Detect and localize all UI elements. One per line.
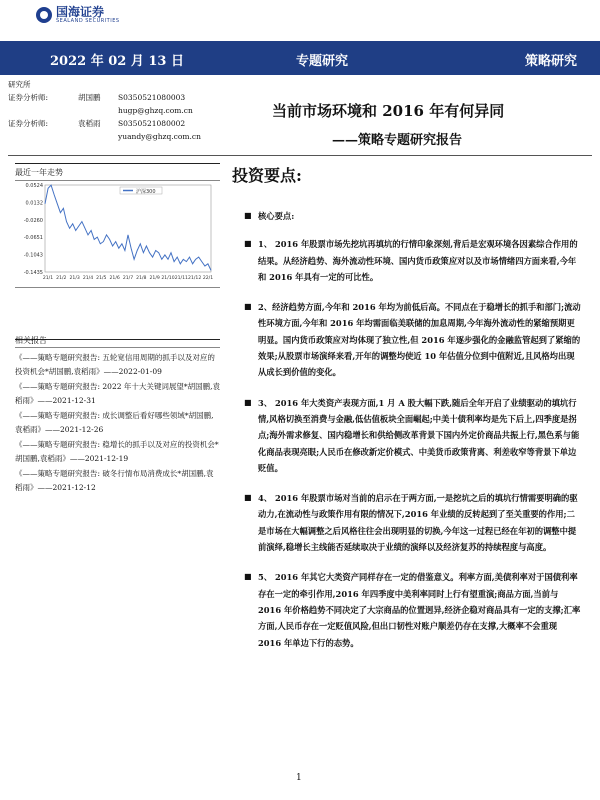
bullet-icon: ■: [244, 211, 252, 220]
analyst-cert: S0350521080003: [118, 93, 186, 102]
page-number: 1: [296, 773, 302, 783]
analyst-role: 证券分析师:: [8, 93, 49, 102]
x-tick-label: 21/2: [56, 276, 67, 281]
bullet-icon: ■: [244, 239, 252, 249]
summary-point: [244, 395, 581, 476]
bullet-icon: ■: [244, 493, 252, 503]
summary-point-text: 2、经济趋势方面,今年和 2016 年均为前低后高。不同点在于稳增长的抓手和部门;流动性环境方面,今年和 2016 年均需面临美联储的加息周期,今年海外流动性的紧缩预期更明显。国内货币政策应对均体现了独立性,但 2016 年逐步强化的金融监管起到了紧缩的效果;从股票市场演绎来看,开年的调整均使近 10 年估值分位到中值附近,且风格均出现从成长到价值的变化。: [258, 302, 581, 378]
page-title: 当前市场环境和 2016 年有何异同: [272, 102, 505, 120]
summary-point-text: 5、 2016 年其它大类资产同样存在一定的借鉴意义。利率方面,美债利率对于国债利率存在一定的牵引作用,2016 年四季度中美利率同时上行有望重演;商品方面,当前与 2016 年价格趋势不同决定了大宗商品的位置迥异,经济企稳对商品具有一定的支撑;汇率方面,人民币存在一定贬值风险,但出口韧性对账户顺差仍存在支撑,大概率不会重现 2016 年单边下行的态势。: [258, 572, 581, 648]
related-report-item[interactable]: 《——策略专题研究报告: 五轮宽信用周期的抓手以及对应的投资机会*胡国鹏,袁稻雨》——2022-01-09: [15, 353, 215, 376]
y-tick-label: 0.0132: [25, 200, 43, 207]
sidebar-top-divider: [15, 163, 220, 164]
analyst-info: [8, 78, 223, 143]
x-tick-label: 21/8: [136, 276, 147, 281]
summary-point-text: 4、 2016 年股票市场对当前的启示在于两方面,一是挖坑之后的填坑行情需要明确的驱动力,在流动性与政策作用有限的情况下,2016 年业绩的反转起到了至关重要的作用;二是市场在大幅调整之后风格往往会出现明显的切换,今年这一过程已经在年初的调整中提前演绎,稳增长主线能否延续取决于业绩的演绎以及经济复苏的持续程度与高度。: [258, 493, 578, 553]
x-tick-label: 21/4: [82, 276, 94, 281]
report-title-block: [232, 100, 592, 148]
summary-point: [244, 490, 581, 555]
chart-title-divider: [15, 180, 220, 181]
x-tick-label: 21/7: [122, 276, 134, 281]
summary-point: [244, 569, 581, 650]
y-tick-label: -0.0260: [23, 217, 43, 224]
title-divider: [8, 155, 592, 156]
logo-name-en: SEALAND SECURITIES: [56, 18, 120, 24]
y-tick-label: -0.0651: [23, 235, 43, 242]
bullet-icon: ■: [244, 572, 252, 582]
x-tick-label: 21/5: [96, 276, 107, 281]
analyst-role: 证券分析师:: [8, 119, 49, 128]
analyst-email-row: [8, 130, 223, 143]
x-tick-label: 21/6: [109, 276, 120, 281]
related-reports-list: [15, 351, 220, 494]
page-subtitle: ——策略专题研究报告: [332, 133, 463, 148]
analyst-email[interactable]: hugp@ghzq.com.cn: [118, 106, 193, 115]
related-report-item[interactable]: 《——策略专题研究报告: 2022 年十大关键词展望*胡国鹏,袁稻雨》——2021-12-31: [15, 382, 221, 405]
y-axis-ticks: [24, 183, 43, 276]
x-tick-label: 21/12: [188, 276, 202, 281]
analyst-name: 袁稻雨: [78, 119, 101, 128]
logo-emblem-icon: [36, 7, 52, 23]
x-axis-ticks: [43, 275, 213, 281]
report-date: 2022 年 02 月 13 日: [50, 54, 184, 69]
x-tick-label: 21/1: [42, 276, 54, 281]
analyst-row: [8, 117, 223, 130]
y-tick-label: -0.1043: [23, 252, 43, 259]
analyst-email-row: [8, 104, 223, 117]
report-category: 策略研究: [525, 54, 578, 69]
summary-points: [244, 208, 581, 665]
price-trend-chart: [15, 183, 215, 286]
research-institute-label: 研究所: [8, 80, 31, 89]
x-tick-label: 21/11: [174, 276, 188, 281]
summary-point: [244, 299, 581, 380]
x-tick-label: 21/10: [161, 276, 175, 281]
related-heading: 相关报告: [15, 336, 47, 345]
core-point-label: 核心要点:: [258, 211, 295, 221]
analyst-name: 胡国鹏: [78, 93, 101, 102]
y-tick-label: 0.0524: [25, 183, 43, 189]
company-logo: [36, 6, 120, 24]
summary-heading: 投资要点:: [232, 166, 302, 185]
bullet-icon: ■: [244, 397, 252, 407]
line-chart-svg: [15, 183, 215, 286]
y-tick-label: -0.1435: [23, 270, 43, 276]
summary-point: [244, 236, 581, 285]
related-report-item[interactable]: 《——策略专题研究报告: 成长调整后看好哪些领域*胡国鹏,袁稻雨》——2021-12-26: [15, 411, 214, 434]
analyst-cert: S0350521080002: [118, 119, 186, 128]
series-line-hs300: [45, 185, 211, 270]
chart-title: 最近一年走势: [15, 168, 63, 177]
related-report-item[interactable]: 《——策略专题研究报告: 稳增长的抓手以及对应的投资机会*胡国鹏,袁稻雨》——2021-12-19: [15, 440, 219, 463]
x-tick-label: 22/1: [202, 276, 214, 281]
summary-point-text: 1、 2016 年股票市场先挖坑再填坑的行情印象深刻,背后是宏观环境各因素综合作用的结果。从经济趋势、海外流动性环境、国内货币政策应对以及市场情绪四方面来看,今年和 2016 年具有一定的可比性。: [258, 239, 578, 282]
bullet-icon: ■: [244, 302, 252, 312]
related-title-divider: [15, 347, 220, 348]
summary-point-text: 3、 2016 年大类资产表现方面,1 月 A 股大幅下跌,随后全年开启了业绩驱动的填坑行情,风格切换至消费与金融,低估值板块全面崛起;中美十债利率均是先下后上,四季度是拐点;海外需求修复、国内稳增长和供给侧改革背景下国内外定价商品共振上行,黑色系与能化商品表现亮眼;人民币在修改新定价模式、中美货币政策背离、利差收窄等背景下单边贬值。: [258, 397, 580, 473]
analyst-row: [8, 91, 223, 104]
related-report-item[interactable]: 《——策略专题研究报告: 破冬行情布局消费成长*胡国鹏,袁稻雨》——2021-12-12: [15, 469, 214, 492]
x-tick-label: 21/9: [149, 276, 160, 281]
core-point-label-row: [244, 208, 581, 224]
x-tick-label: 21/3: [69, 276, 80, 281]
report-type: 专题研究: [296, 54, 349, 69]
logo-name-cn: 国海证券: [56, 5, 105, 19]
legend-label: 沪深300: [136, 189, 156, 195]
analyst-email[interactable]: yuandy@ghzq.com.cn: [118, 132, 201, 141]
report-header-bar: [0, 41, 600, 75]
chart-bottom-divider: [15, 287, 220, 288]
